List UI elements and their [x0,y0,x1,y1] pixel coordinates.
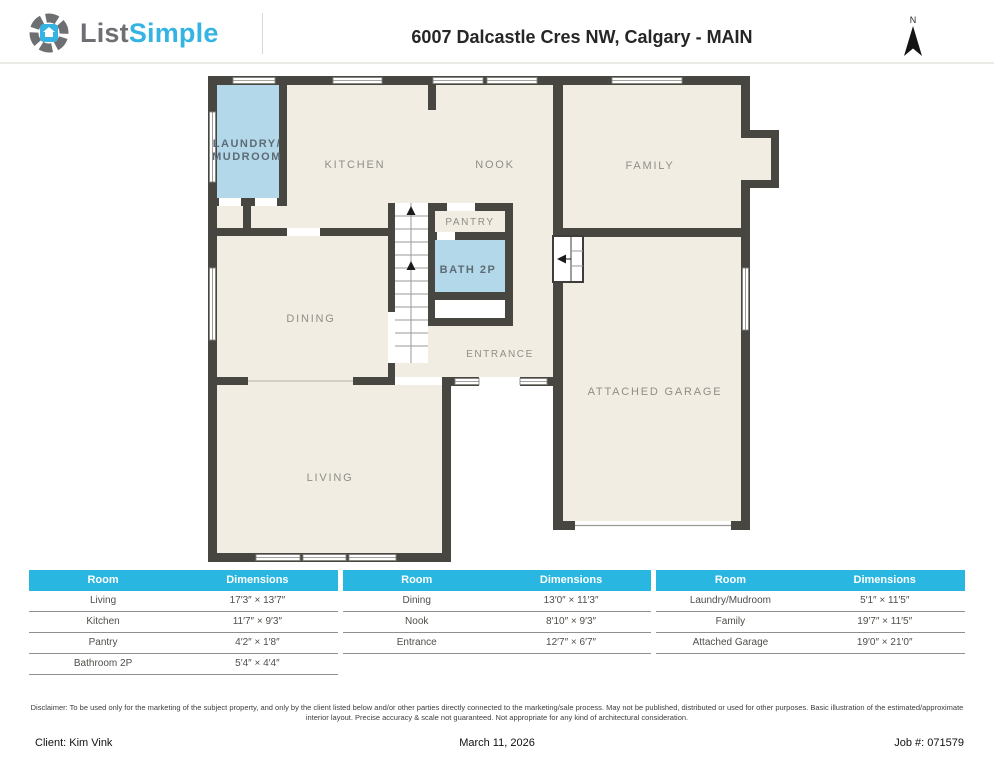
room-cell: Entrance [396,637,437,648]
room-cell: Laundry/Mudroom [689,595,771,606]
dims-cell: 5′4″ × 4′4″ [235,658,280,669]
room-label-kitchen: KITCHEN [324,159,386,171]
table-row [29,654,338,675]
room-label-entrance: ENTRANCE [466,349,534,360]
garage-door-opening [575,521,731,530]
logo-text-list: List [80,17,129,48]
table-row [656,591,965,612]
table-row [656,633,965,654]
room-cell: Dining [402,595,431,606]
room-cell: Family [715,616,746,627]
table-group-2 [343,570,652,675]
date-label: March 11, 2026 [459,737,535,749]
garage-entry-steps [553,236,583,282]
room-cell: Nook [405,616,429,627]
room-label-bath: BATH 2P [439,264,497,276]
table-header [343,570,652,591]
table-header [29,570,338,591]
table-header [656,570,965,591]
job-number-label: Job #: 071579 [894,737,964,749]
staircase [395,203,428,363]
dimensions-table [29,570,965,675]
header-dimensions: Dimensions [226,574,289,586]
room-label-laundry-2: MUDROOM [212,151,282,163]
dims-cell: 13′0″ × 11′3″ [543,595,599,606]
room-label-garage: ATTACHED GARAGE [587,386,723,398]
table-row [343,591,652,612]
logo-text-simple: Simple [128,17,219,48]
header-dimensions: Dimensions [539,574,603,586]
room-cell: Kitchen [86,616,120,627]
dims-cell: 4′2″ × 1′8″ [235,637,280,648]
table-group-1 [29,570,338,675]
room-cell: Living [90,595,117,606]
page-title: 6007 Dalcastle Cres NW, Calgary - MAIN [411,27,753,47]
header-room: Room [87,574,119,586]
room-label-dining: DINING [286,313,336,325]
table-row [343,633,652,654]
room-cell: Pantry [88,637,118,648]
disclaimer-text: Disclaimer: To be used only for the marketing of the subject property, and only by the client listed below and/or other parties directly connected to the marketing/sale process. May not be published, distributed or used for other purposes. Basic illustration of the estimated/approximate interior layout. Precise accuracy & scale not guaranteed. Not appropriate for any kind of architectural consideration. [30,703,964,722]
table-group-3 [656,570,965,675]
header-dimensions: Dimensions [853,574,916,586]
dims-cell: 17′3″ × 13′7″ [229,595,286,606]
room-label-living: LIVING [306,472,354,484]
dims-cell: 11′7″ × 9′3″ [232,616,283,627]
dims-cell: 19′0″ × 21′0″ [856,637,913,648]
dims-cell: 8′10″ × 9′3″ [546,616,597,627]
dims-cell: 12′7″ × 6′7″ [546,637,597,648]
room-cell: Attached Garage [692,637,769,648]
dims-cell: 19′7″ × 11′5″ [857,616,913,627]
room-cell: Bathroom 2P [73,658,133,669]
table-row [656,612,965,633]
footer-row [0,737,994,753]
table-row [29,633,338,654]
header-room: Room [714,574,746,586]
table-row [29,591,338,612]
table-row [29,612,338,633]
room-label-pantry: PANTRY [445,217,495,228]
header-room: Room [401,574,433,586]
room-label-family: FAMILY [625,160,675,172]
client-label: Client: Kim Vink [35,737,113,749]
room-label-nook: NOOK [475,159,515,171]
room-label-laundry-1: LAUNDRY/ [212,138,282,150]
closet-fill [435,300,505,318]
table-row [343,612,652,633]
north-label: N [909,15,917,25]
dims-cell: 5′1″ × 11′5″ [860,595,910,606]
